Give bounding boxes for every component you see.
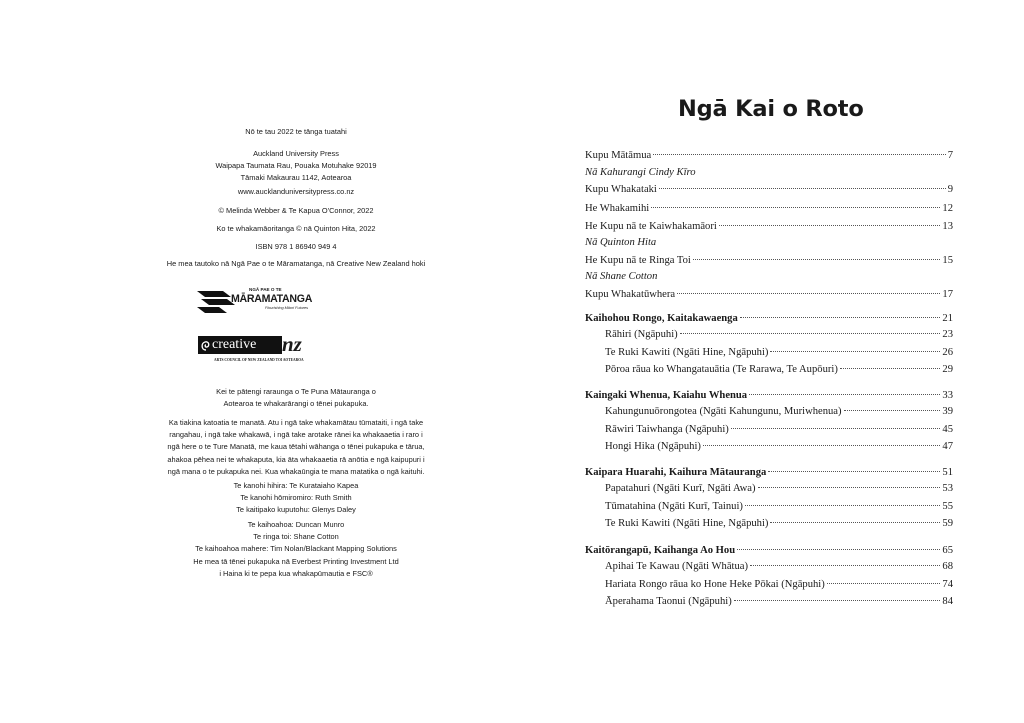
toc-entry-page: 9 (947, 184, 953, 195)
toc-subentry[interactable] (605, 328, 953, 341)
logo1-top-text: NGĀ PAE O TE (249, 287, 282, 292)
copyright-line: © Melinda Webber & Te Kapua O'Connor, 2022 (218, 206, 374, 215)
toc-subentry-title: Rāhiri (Ngāpuhi) (605, 329, 678, 340)
toc-subentry-title: Āperahama Taonui (Ngāpuhi) (605, 596, 732, 607)
dot-leader (659, 188, 946, 189)
isbn: ISBN 978 1 86940 949 4 (255, 242, 337, 251)
toc-subentry-page: 45 (942, 423, 953, 435)
toc-section-page: 21 (942, 313, 953, 324)
toc-section-page: 51 (942, 467, 953, 478)
dot-leader (680, 333, 941, 334)
toc-section-title: Kaihohou Rongo, Kaitakawaenga (585, 313, 738, 324)
toc-subentry-page: 47 (942, 441, 953, 452)
toc-section-title: Kaipara Huarahi, Kaihura Mātauranga (585, 467, 767, 478)
dot-leader (703, 445, 940, 446)
dot-leader (719, 225, 941, 226)
toc-subentry-page: 26 (942, 346, 953, 358)
dot-leader (770, 351, 940, 352)
dot-leader (677, 293, 940, 294)
toc-title: Ngā Kai o Roto (678, 96, 864, 122)
toc-section[interactable] (585, 466, 953, 479)
koru-icon (200, 339, 212, 351)
toc-subentry-page: 59 (942, 518, 953, 529)
toc-entry-title: He Kupu nā te Kaiwhakamāori (585, 221, 717, 232)
toc-subentry[interactable] (605, 363, 953, 376)
toc-subentry-page: 55 (942, 500, 953, 512)
dot-leader (734, 600, 941, 601)
toc-entry-page: 7 (947, 150, 953, 161)
toc-byline: Nā Quinton Hita (585, 237, 657, 248)
dot-leader (653, 154, 946, 155)
dot-leader (750, 565, 940, 566)
creative-nz-logo (198, 332, 320, 368)
toc-subentry[interactable] (605, 482, 953, 495)
toc-subentry-title: Papatahuri (Ngāti Kurī, Ngāti Awa) (605, 483, 756, 494)
toc-entry-page: 15 (942, 255, 953, 266)
toc-byline: Nā Kahurangi Cindy Kīro (585, 167, 696, 178)
toc-subentry[interactable] (605, 346, 953, 359)
dot-leader (693, 259, 941, 260)
toc-entry[interactable] (585, 149, 953, 162)
publisher-website: www.aucklanduniversitypress.co.nz (237, 187, 355, 196)
toc-byline: Nā Shane Cotton (585, 271, 658, 282)
dot-leader (844, 410, 941, 411)
logo1-tagline: Flourishing Māori Futures (265, 306, 309, 310)
toc-section-title: Kaingaki Whenua, Kaiahu Whenua (585, 390, 748, 401)
toc-subentry-title: Hongi Hika (Ngāpuhi) (605, 441, 701, 452)
logo2-nz-text: nz (282, 332, 302, 356)
logo1-main-text: MĀRAMATANGA (231, 293, 313, 305)
toc-section-page: 65 (942, 545, 953, 556)
toc-entry[interactable] (585, 288, 953, 301)
toc-subentry-title: Te Ruki Kawiti (Ngāti Hine, Ngāpuhi) (605, 346, 769, 358)
toc-subentry[interactable] (605, 405, 953, 418)
dot-leader (827, 583, 941, 584)
dot-leader (745, 505, 940, 506)
logo2-tagline: ARTS COUNCIL OF NEW ZEALAND TOI AOTEAROA (214, 358, 304, 362)
toc-entry-page: 13 (942, 221, 953, 232)
toc-subentry-title: Te Ruki Kawiti (Ngāti Hine, Ngāpuhi) (605, 518, 769, 529)
toc-subentry[interactable] (605, 423, 953, 436)
dot-leader (740, 317, 941, 318)
toc-section-title: Kaitōrangapū, Kaihanga Ao Hou (585, 545, 736, 556)
catalogue-note: Kei te pātengi raraunga o Te Puna Mātauranga o Aotearoa te whakarārangi o tēnei pukapuka. (216, 387, 376, 409)
toc-section[interactable] (585, 312, 953, 325)
toc-subentry[interactable] (605, 560, 953, 573)
rights-notice: Ka tiakina katoatia te manatā. Atu i ngā take whakamātau tūmataiti, i ngā take rangahau, i ngā take whakawā, i ngā take arotake rānei ka whakaaetia i raro i ngā here o te Ture Manatā, me kaua tētahi wāhanga o tēnei pukapuka e tārua, ahakoa pēhea nei te whakaputa, kia āta whakaaetia rā anōtia e ngā kaipupuri i ngā mana o te pukapuka nei. Kua whakaūngia te mana matatika o ngā kaituhi. (167, 418, 425, 476)
toc-subentry-page: 23 (942, 329, 953, 340)
production-credits: Te kaihoahoa: Duncan Munro Te ringa toi: Shane Cotton Te kaihoahoa mahere: Tim Nolan/Blackant Mapping Solutions He mea tā tēnei pukapuka nā Everbest Printing Investment Ltd i Haina ki te pepa kua whakapūmautia e FSC® (193, 520, 399, 578)
toc-subentry-page: 68 (942, 561, 953, 572)
toc-subentry[interactable] (605, 500, 953, 513)
toc-subentry-title: Kahungunuōrongotea (Ngāti Kahungunu, Muriwhenua) (605, 406, 842, 417)
toc-entry-title: Kupu Whakataki (585, 184, 657, 195)
dot-leader (840, 368, 941, 369)
toc-section[interactable] (585, 389, 953, 402)
toc-subentry-page: 74 (942, 578, 953, 590)
toc-subentry-title: Pōroa rāua ko Whangatauātia (Te Rarawa, Te Aupōuri) (605, 364, 838, 375)
toc-subentry-title: Apihai Te Kawau (Ngāti Whātua) (605, 561, 749, 572)
toc-entry[interactable] (585, 220, 953, 233)
toc-entry-title: He Whakamihi (585, 203, 650, 214)
toc-subentry[interactable] (605, 517, 953, 530)
first-publication-line: Nō te tau 2022 te tānga tuatahi (245, 127, 347, 136)
toc-subentry-page: 84 (942, 596, 953, 607)
toc-subentry-title: Hariata Rongo rāua ko Hone Heke Pōkai (Ngāpuhi) (605, 578, 825, 590)
toc-subentry-page: 53 (942, 483, 953, 494)
dot-leader (737, 549, 940, 550)
toc-entry-title: Kupu Mātāmua (585, 150, 652, 161)
toc-subentry-title: Rāwiri Taiwhanga (Ngāpuhi) (605, 423, 729, 435)
publisher-address: Auckland University Press Waipapa Taumata Rau, Pouaka Motuhake 92019 Tāmaki Makaurau 1142, Aotearoa (215, 149, 377, 183)
toc-entry[interactable] (585, 254, 953, 267)
toc-entry-page: 17 (942, 289, 953, 300)
toc-entry[interactable] (585, 183, 953, 196)
toc-subentry[interactable] (605, 595, 953, 608)
toc-subentry-title: Tūmatahina (Ngāti Kurī, Tainui) (605, 500, 743, 512)
dot-leader (768, 471, 940, 472)
toc-subentry-page: 29 (942, 364, 953, 375)
editorial-credits: Te kanohi hihira: Te Kurataiaho Kapea Te kanohi hōmiromiro: Ruth Smith Te kaitipako kuputohu: Glenys Daley (233, 481, 359, 515)
dot-leader (749, 394, 940, 395)
toc-entry-title: He Kupu nā te Ringa Toi (585, 255, 691, 266)
toc-entry[interactable] (585, 202, 953, 215)
translation-copyright: Ko te whakamāoritanga © nā Quinton Hita, 2022 (216, 224, 376, 233)
toc-entry-title: Kupu Whakatūwhera (585, 289, 676, 300)
maramatanga-logo (197, 287, 317, 315)
dot-leader (651, 207, 940, 208)
toc-subentry[interactable] (605, 440, 953, 453)
dot-leader (770, 522, 940, 523)
toc-section[interactable] (585, 544, 953, 557)
toc-section-page: 33 (942, 390, 953, 401)
toc-subentry[interactable] (605, 578, 953, 591)
dot-leader (758, 487, 941, 488)
logo2-main-text: creative (212, 337, 257, 352)
dot-leader (731, 428, 941, 429)
support-line: He mea tautoko nā Ngā Pae o te Māramatanga, nā Creative New Zealand hoki (166, 259, 426, 268)
toc-entry-page: 12 (942, 203, 953, 214)
toc-subentry-page: 39 (942, 406, 953, 417)
